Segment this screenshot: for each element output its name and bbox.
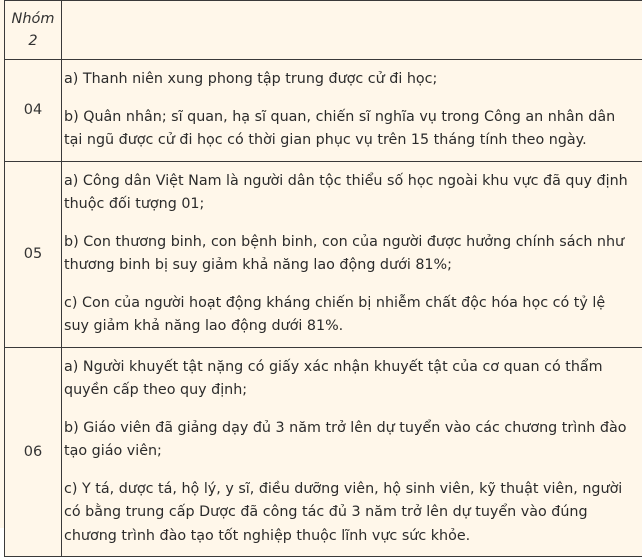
object-description-cell <box>62 161 642 347</box>
list-item: c) Y tá, dược tá, hộ lý, y sĩ, điều dưỡng viên, hộ sinh viên, kỹ thuật viên, người có bằng trung cấp Dược đã công tác đủ 3 năm trở lên dự tuyển vào đúng chương trình đào tạo tốt nghiệp thuộc lĩnh vực sức khỏe. <box>62 476 642 549</box>
object-code-cell: 06 <box>5 347 62 557</box>
group-label-line2: 2 <box>28 33 37 49</box>
list-item: a) Công dân Việt Nam là người dân tộc thiểu số học ngoài khu vực đã quy định thuộc đối tượng 01; <box>62 168 642 217</box>
group-label-line1: Nhóm <box>11 11 54 27</box>
table-row <box>5 161 642 347</box>
object-code-cell: 05 <box>5 161 62 347</box>
list-item: a) Người khuyết tật nặng có giấy xác nhận khuyết tật của cơ quan có thẩm quyền cấp theo quy định; <box>62 354 642 403</box>
table-header-row <box>5 1 642 60</box>
table-row <box>5 347 642 557</box>
list-item: b) Quân nhân; sĩ quan, hạ sĩ quan, chiến sĩ nghĩa vụ trong Công an nhân dân tại ngũ được cử đi học có thời gian phục vụ trên 15 tháng tính theo ngày. <box>62 104 642 153</box>
header-content-cell <box>62 1 642 60</box>
object-code-cell: 04 <box>5 60 62 162</box>
list-item: b) Con thương binh, con bệnh binh, con của người được hưởng chính sách như thương binh bị suy giảm khả năng lao động dưới 81%; <box>62 229 642 278</box>
object-description-cell <box>62 347 642 557</box>
list-item: b) Giáo viên đã giảng dạy đủ 3 năm trở lên dự tuyển vào các chương trình đào tạo giáo viên; <box>62 415 642 464</box>
list-item: c) Con của người hoạt động kháng chiến bị nhiễm chất độc hóa học có tỷ lệ suy giảm khả năng lao động dưới 81%. <box>62 290 642 339</box>
table-row <box>5 60 642 162</box>
group-header-cell <box>5 1 62 60</box>
priority-group-table <box>4 0 642 557</box>
list-item: a) Thanh niên xung phong tập trung được cử đi học; <box>62 66 642 92</box>
object-description-cell <box>62 60 642 162</box>
